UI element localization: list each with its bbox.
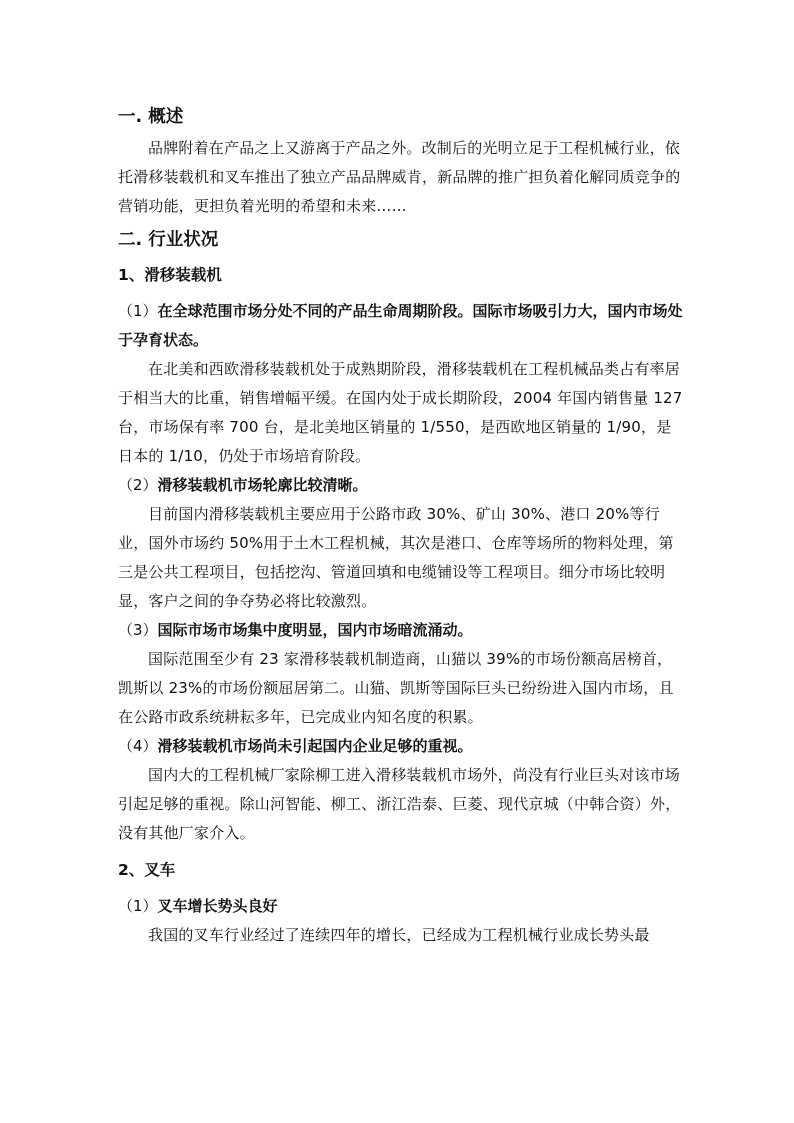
point-heading	[118, 471, 683, 500]
point-heading	[118, 892, 683, 921]
subsection-title-forklift: 2、叉车	[118, 861, 176, 879]
point-paragraph: 国际范围至少有 23 家滑移装载机制造商，山猫以 39%的市场份额高居榜首，凯斯以 23%的市场份额屈居第二。山猫、凯斯等国际巨头已纷纷进入国内市场，且在公路市政系统耕耘多年，已完成业内知名度的积累。	[118, 650, 674, 726]
subsection-title-skid-loader: 1、滑移装载机	[118, 266, 222, 284]
point-heading-text: 滑移装载机市场尚未引起国内企业足够的重视。	[157, 737, 473, 755]
point-number: （1）	[118, 897, 158, 915]
point-heading	[118, 297, 683, 355]
point-paragraph: 国内大的工程机械厂家除柳工进入滑移装载机市场外，尚没有行业巨头对该市场引起足够的重视。除山河智能、柳工、浙江浩泰、巨菱、现代京城（中韩合资）外，没有其他厂家介入。	[118, 766, 681, 842]
document-body	[118, 104, 683, 950]
point-paragraph: 目前国内滑移装载机主要应用于公路市政 30%、矿山 30%、港口 20%等行业，国外市场约 50%用于土木工程机械，其次是港口、仓库等场所的物料处理，第三是公共工程项目，包括挖沟、管道回填和电缆铺设等工程项目。细分市场比较明显，客户之间的争夺势必将比较激烈。	[118, 505, 674, 610]
point-heading-text: 叉车增长势头良好	[157, 897, 278, 915]
point-heading-text: 国际市场市场集中度明显，国内市场暗流涌动。	[157, 621, 473, 639]
point-number: （4）	[118, 737, 158, 755]
overview-paragraph: 品牌附着在产品之上又游离于产品之外。改制后的光明立足于工程机械行业，依托滑移装载机和叉车推出了独立产品品牌威肯，新品牌的推广担负着化解同质竞争的营销功能，更担负着光明的希望和未来……	[118, 139, 681, 215]
section-title-industry: 二. 行业状况	[118, 230, 219, 250]
section-title-overview: 一. 概述	[118, 107, 184, 127]
point-number: （1）	[118, 302, 158, 320]
point-heading-text: 滑移装载机市场轮廓比较清晰。	[157, 476, 368, 494]
point-paragraph: 在北美和西欧滑移装载机处于成熟期阶段，滑移装载机在工程机械品类占有率居于相当大的比重，销售增幅平缓。在国内处于成长期阶段，2004 年国内销售量 127 台，市场保有率 700 台，是北美地区销量的 1/550，是西欧地区销量的 1/90，是日本的 1/10，仍处于市场培育阶段。	[118, 360, 683, 465]
point-number: （2）	[118, 476, 158, 494]
point-number: （3）	[118, 621, 158, 639]
point-heading	[118, 616, 683, 645]
point-heading-text: 在全球范围市场分处不同的产品生命周期阶段。国际市场吸引力大，国内市场处于孕育状态。	[118, 302, 683, 349]
point-heading	[118, 732, 683, 761]
point-paragraph: 我国的叉车行业经过了连续四年的增长，已经成为工程机械行业成长势头最	[148, 926, 650, 944]
